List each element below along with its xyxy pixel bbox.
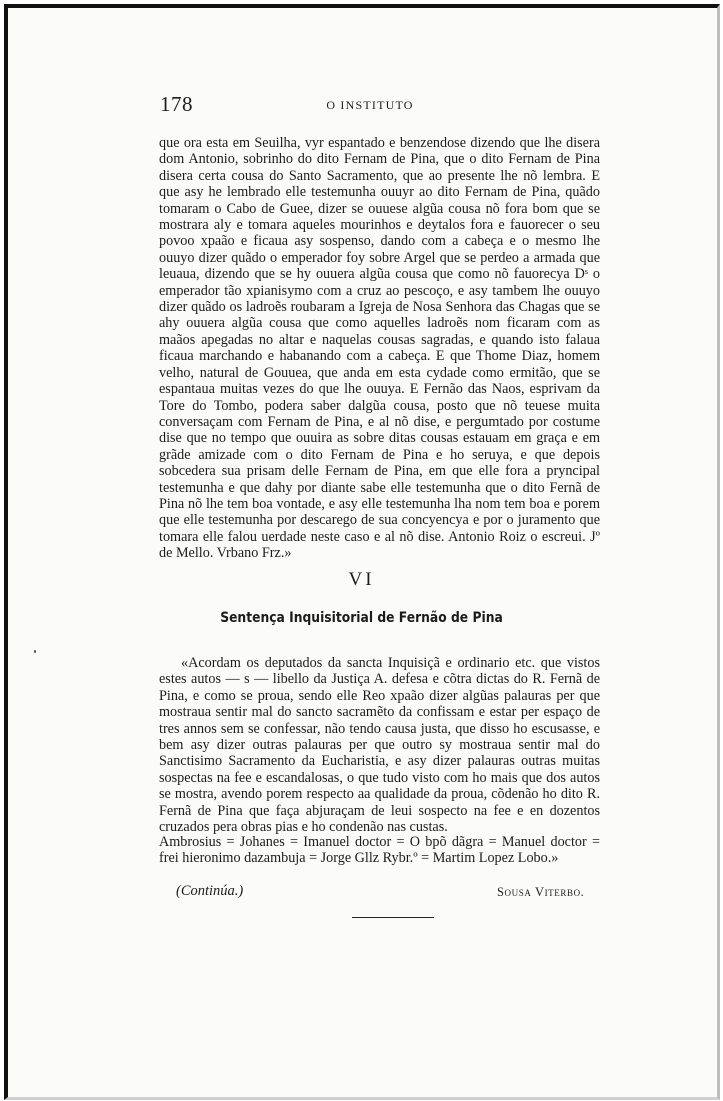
scan-speck <box>34 650 36 653</box>
testimony-paragraph: que ora esta em Seuilha, vyr espantado e benzendose dizendo que lhe disera dom Antonio, sobrinho do dito Fernam de Pina, que o dito Fernam de Pina disera certa cousa do Santo Sacramento, que ao presente lhe nõ lembra. E que asy he lembrado elle testemunha ouuyr ao dito Fernam de Pina, quãdo tomaram o Cabo de Guee, dizer se ouuese algũa cousa nõ fora bom que se mostrara aly e tomara aqueles mourinhos e deytalos fora e fauorecer o seu povoo xpaão e ficaua asy sospenso, dando com a cabeça e o mesmo lhe ouuyo dizer quãdo o emperador foy sobre Argel que se perdeo a armada que leuaua, dizendo que se hy ouuera algũa cousa que como nõ fauorecya Dˢ o emperador tão xpianisymo com a cruz ao pescoço, e asy tambem lhe ouuyo dizer quãdo os ladroẽs roubaram a Igreja de Nosa Senhora das Chagas que se ahy ouuera algũa cousa que como aquelles ladroẽs nom ficaram com as maãos apegadas no altar e naquelas cousas sagradas, e quando isto falaua ficaua marchando e habanando com a cabeça. E que Thome Diaz, homem velho, natural de Gouuea, que anda em esta cydade como ermitão, que se espantaua muitas vezes do que lhe ouuya. E Fernão das Naos, esprivam da Tore do Tombo, podera saber dalgũa cousa, posto que nõ teuese muita conversaçam com Fernam de Pina, e al nõ dise, e pergumtado por costume dise que no tempo que ouuira as sobre ditas cousas estauam em graça e em grãde amizade com o dito Fernam de Pina e ho seruya, e que depois sobcedera sua prisam delle Fernam de Pina, em que elle fora a pryncipal testemunha e que dahy por diante sabe elle testemunha que o dito Fernã de Pina nõ lhe tem boa vontade, e asy elle testemunha lha nom tem boa e porem que elle testemunha por descarego de sua concyencya e por o juramento que tomara elle falou uerdade neste caso e al nõ dise. Antonio Roiz o escreui. Jº de Mello. Vrbano Frz.» <box>159 135 600 562</box>
page-number: 178 <box>160 92 193 116</box>
continua-note: (Continúa.) <box>176 883 244 899</box>
end-rule <box>352 917 434 918</box>
page-header <box>160 92 580 116</box>
section-title: Sentença Inquisitorial de Fernão de Pina <box>220 610 503 626</box>
signatures-paragraph: Ambrosius = Johanes = Imanuel doctor = O bpõ dãgra = Manuel doctor = frei hieronimo dazambuja = Jorge Gllz Rybr.º = Martim Lopez Lobo.» <box>159 834 600 867</box>
author-signature: Sousa Viterbo. <box>497 885 585 899</box>
section-numeral: VI <box>348 569 375 590</box>
running-head: O INSTITUTO <box>326 98 414 112</box>
sentence-paragraph: «Acordam os deputados da sancta Inquisiçã e ordinario etc. que vistos estes autos — s — libello da Justiça A. defesa e cõtra dictas do R. Fernã de Pina, e como se proua, sendo elle Reo xpaão dizer algũas palauras per que mostraua sentir mal do sancto sacramẽto da confissam e estar per espaço de tres annos sem se confessar, não tendo causa justa, que disso ho escusasse, e bem asy dizer outras palauras per que outro sy mostraua sentir mal do Sanctisimo Sacramento da Eucharistia, e asy dizer palauras outras muitas sospectas na fee e escandalosas, o que tudo visto com ho mais que dos autos se mostra, avendo porem respecto aa qualidade da proua, cõdenão ho dito R. Fernã de Pina que faça abjuraçam de leui sospecto na fee e en dozentos cruzados pera obras pias e ho condenão nas custas. <box>159 655 600 836</box>
